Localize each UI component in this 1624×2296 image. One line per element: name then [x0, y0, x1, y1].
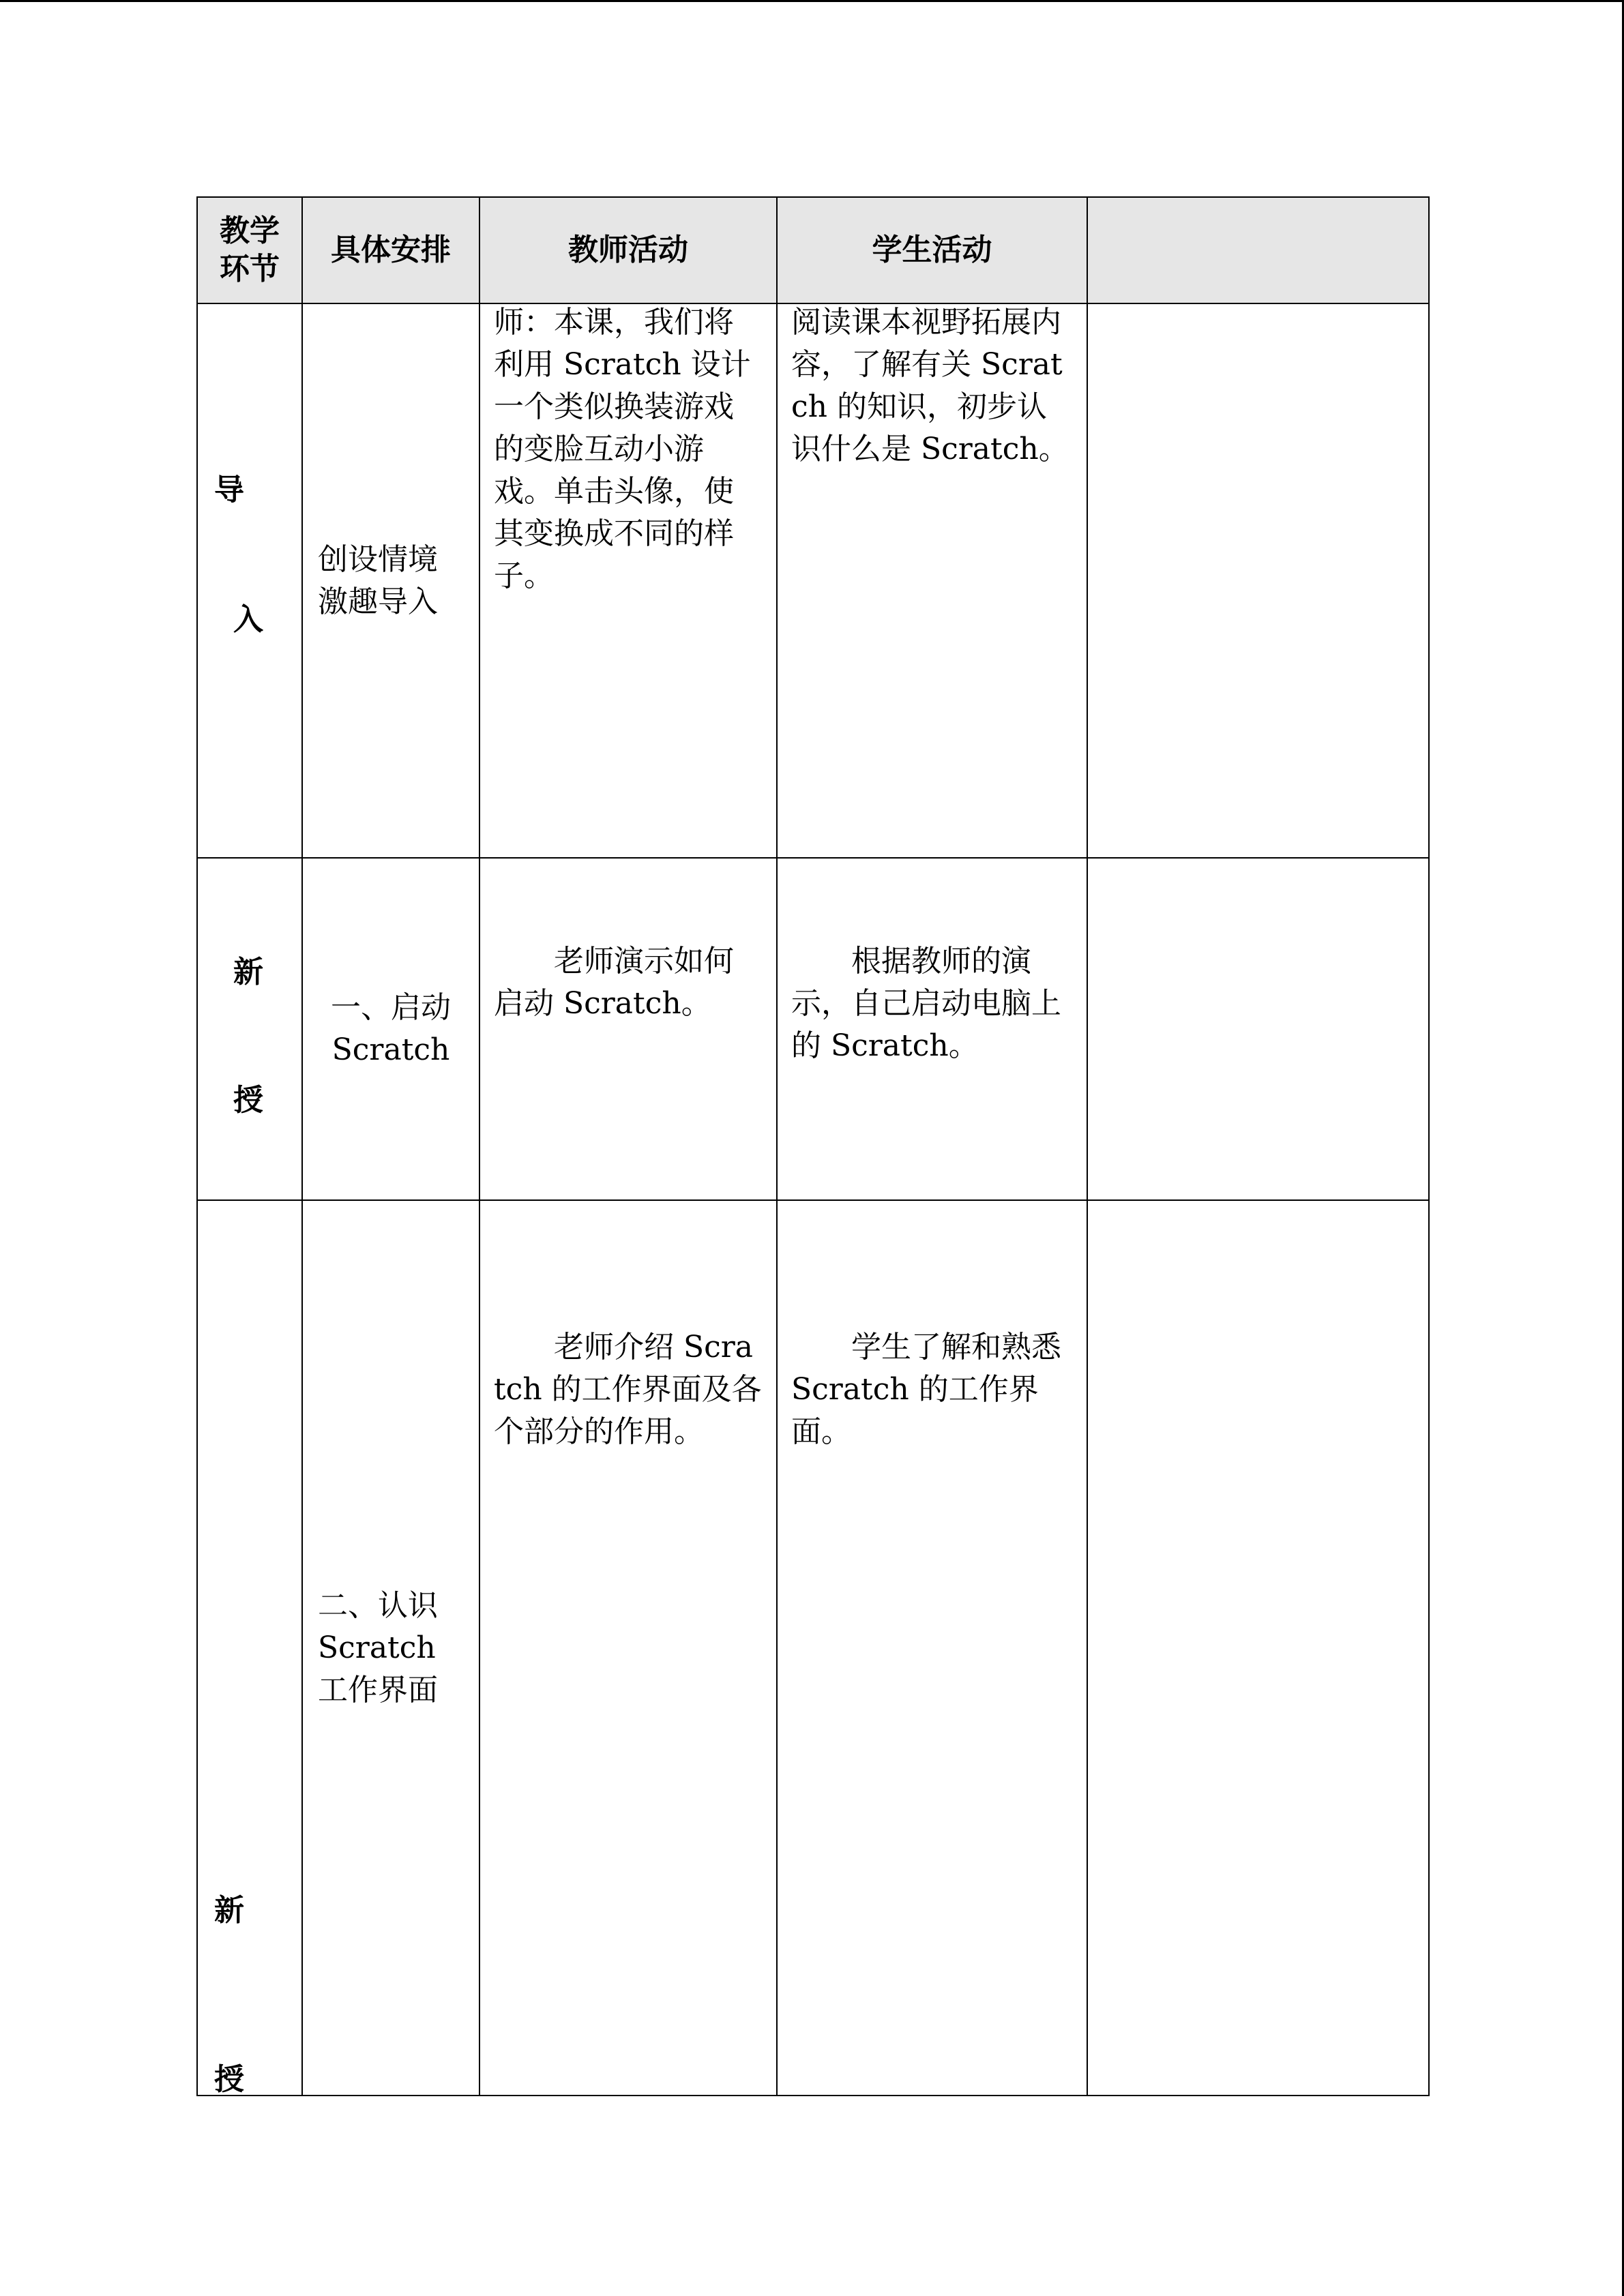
teacher-activity-text: 师：本课，我们将利用 Scratch 设计一个类似换装游戏的变脸互动小游戏。单击头像，使其变换成不同的样子。	[494, 305, 751, 593]
arrangement-text	[303, 539, 479, 623]
stage-cell	[197, 303, 302, 858]
notes-cell	[1087, 303, 1429, 858]
notes-cell	[1087, 858, 1429, 1200]
stage-char: 授	[233, 1083, 263, 1118]
teacher-activity-cell	[479, 1200, 777, 2096]
arrangement-line: 一、启动	[331, 990, 451, 1025]
student-activity-text: 根据教师的演示，自己启动电脑上的 Scratch。	[791, 944, 1061, 1063]
arrangement-line: 激趣导入	[318, 584, 438, 619]
arrangement-text	[303, 987, 479, 1071]
teacher-activity-text: 老师介绍 Scratch 的工作界面及各个部分的作用。	[494, 1330, 762, 1449]
header-stage-line-1: 教学	[220, 213, 280, 248]
page-top-border	[0, 0, 1624, 2]
table-row	[197, 303, 1429, 858]
header-stage-line-2: 环节	[220, 252, 280, 286]
arrangement-text	[303, 1585, 479, 1712]
table-header-row	[197, 197, 1429, 303]
arrangement-line: 工作界面	[318, 1672, 438, 1708]
teacher-activity-cell	[479, 303, 777, 858]
stage-char: 授	[214, 2062, 244, 2096]
stage-char: 新	[214, 1893, 244, 1928]
notes-cell	[1087, 1200, 1429, 2096]
arrangement-line: Scratch	[331, 1032, 450, 1067]
stage-char: 导	[214, 473, 244, 507]
arrangement-cell	[302, 858, 479, 1200]
header-student-activity: 学生活动	[777, 197, 1087, 303]
student-activity-cell	[777, 303, 1087, 858]
header-stage	[197, 197, 302, 303]
teacher-activity-cell	[479, 858, 777, 1200]
header-notes	[1087, 197, 1429, 303]
arrangement-cell	[302, 1200, 479, 2096]
arrangement-line: 二、认识	[318, 1587, 438, 1623]
header-arrangement: 具体安排	[302, 197, 479, 303]
stage-char: 新	[233, 955, 263, 989]
arrangement-cell	[302, 303, 479, 858]
student-activity-text: 学生了解和熟悉 Scratch 的工作界面。	[791, 1330, 1061, 1449]
lesson-plan-table	[196, 196, 1430, 2096]
arrangement-line: Scratch	[318, 1630, 436, 1665]
stage-char: 入	[233, 602, 263, 637]
header-teacher-activity: 教师活动	[479, 197, 777, 303]
student-activity-cell	[777, 858, 1087, 1200]
arrangement-line: 创设情境	[318, 541, 438, 577]
student-activity-cell	[777, 1200, 1087, 2096]
table-row	[197, 1200, 1429, 2096]
student-activity-text: 阅读课本视野拓展内容，了解有关 Scratch 的知识，初步认识什么是 Scratch。	[791, 305, 1069, 466]
stage-cell	[197, 858, 302, 1200]
stage-cell	[197, 1200, 302, 2096]
table-row	[197, 858, 1429, 1200]
teacher-activity-text: 老师演示如何启动 Scratch。	[494, 944, 734, 1021]
